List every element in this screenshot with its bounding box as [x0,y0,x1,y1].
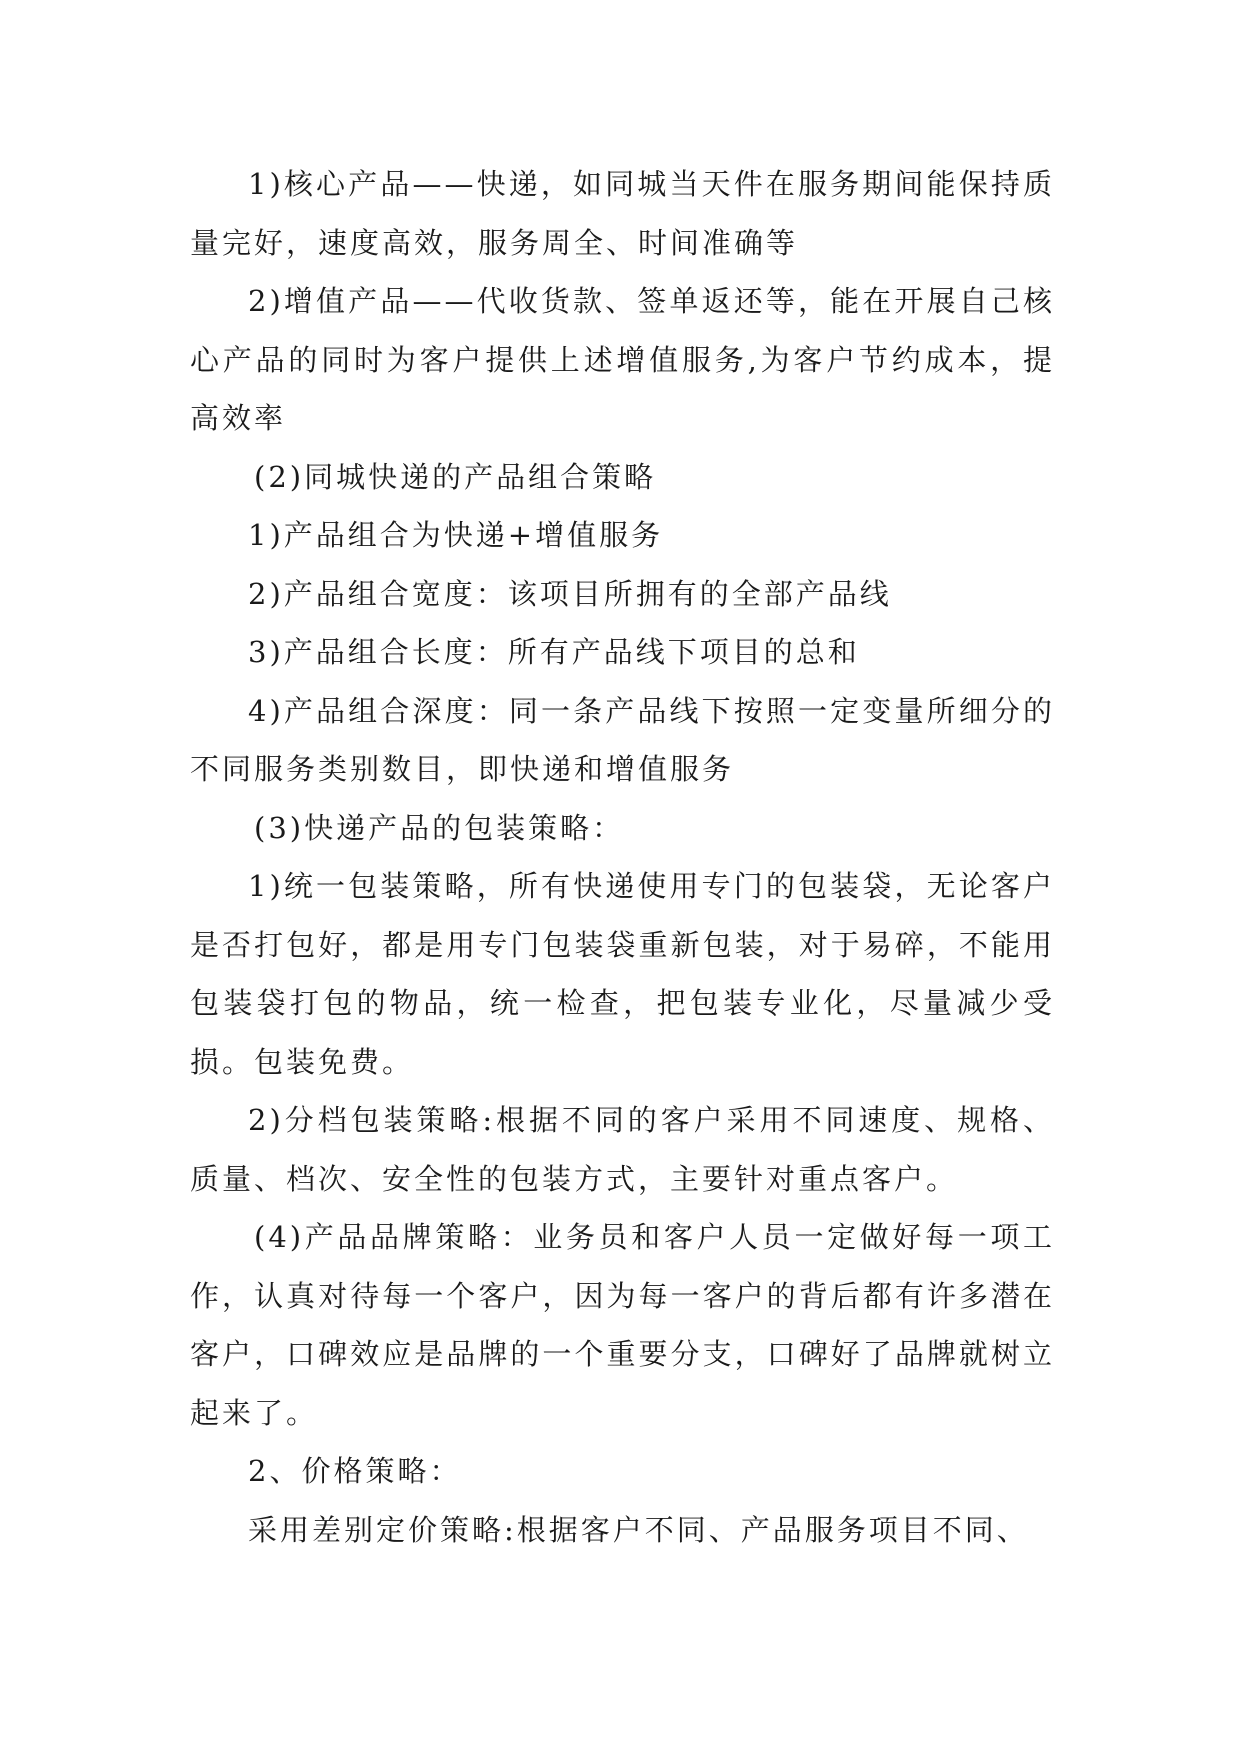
paragraph-product-mix: 1)产品组合为快递+增值服务 [248,518,664,552]
paragraph-core-product: 1)核心产品——快递，如同城当天件在服务期间能保持质量完好，速度高效，服务周全、时间准确等 [190,167,1055,260]
paragraph-product-mix-depth: 4)产品组合深度：同一条产品线下按照一定变量所细分的不同服务类别数目，即快递和增值服务 [190,693,1055,786]
paragraph-differential-pricing: 采用差别定价策略:根据客户不同、产品服务项目不同、 [248,1512,1029,1547]
heading-packaging-strategy: (3)快递产品的包装策略： [254,810,625,845]
heading-product-mix-strategy: (2)同城快递的产品组合策略 [254,459,657,494]
document-body [190,155,1055,1559]
paragraph-brand-strategy: (4)产品品牌策略：业务员和客户人员一定做好每一项工作，认真对待每一个客户，因为每一客户的背后都有许多潜在客户，口碑效应是品牌的一个重要分支，口碑好了品牌就树立起来了。 [190,1220,1055,1430]
paragraph-value-added-product: 2)增值产品——代收货款、签单返还等，能在开展自己核心产品的同时为客户提供上述增值服务,为客户节约成本，提高效率 [190,284,1055,435]
paragraph-product-mix-width: 2)产品组合宽度：该项目所拥有的全部产品线 [248,576,892,611]
paragraph-product-mix-length: 3)产品组合长度：所有产品线下项目的总和 [248,635,860,669]
heading-pricing-strategy: 2、价格策略： [248,1454,462,1488]
paragraph-tiered-packaging: 2)分档包装策略:根据不同的客户采用不同速度、规格、质量、档次、安全性的包装方式，主要针对重点客户。 [190,1103,1055,1196]
paragraph-unified-packaging: 1)统一包装策略，所有快递使用专门的包装袋，无论客户是否打包好，都是用专门包装袋重新包装，对于易碎，不能用包装袋打包的物品，统一检查，把包装专业化，尽量减少受损。包装免费。 [190,869,1055,1079]
